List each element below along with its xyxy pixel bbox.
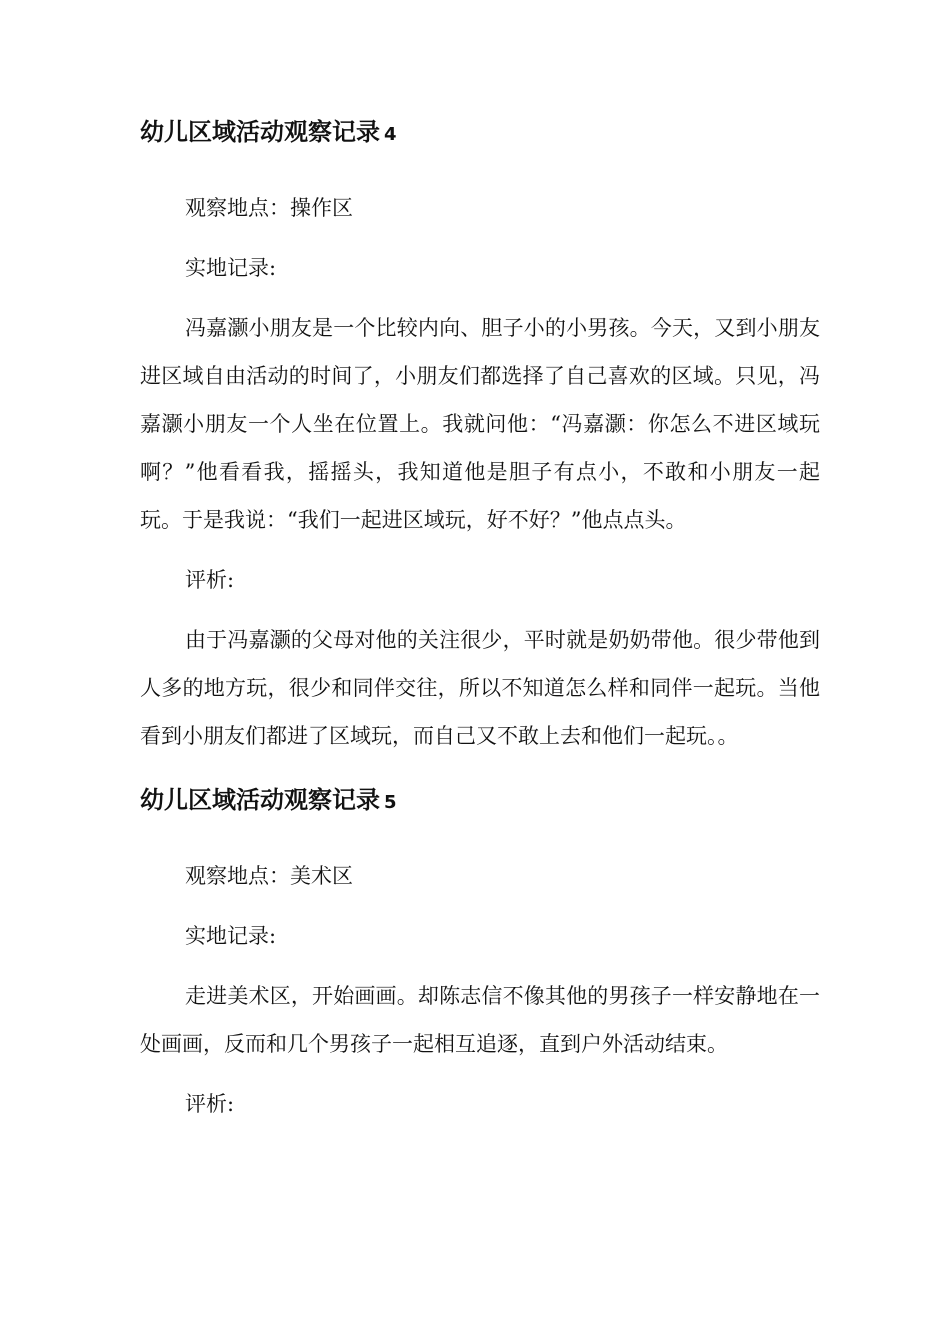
analysis-label: 评析: — [185, 568, 235, 592]
section-number: 5 — [384, 792, 397, 813]
observation-location: 观察地点：操作区 — [185, 196, 353, 220]
section-title: 幼儿区域活动观察记录 — [140, 118, 380, 146]
record-text: 冯嘉灏小朋友是一个比较内向、胆子小的小男孩。今天，又到小朋友进区域自由活动的时间了，小朋友们都选择了自己喜欢的区域。只见，冯嘉灏小朋友一个人坐在位置上。我就问他：“冯嘉灏：你怎么不进区域玩啊？”他看看我，摇摇头，我知道他是胆子有点小，不敢和小朋友一起玩。于是我说：“我们一起进区域玩，好不好？”他点点头。 — [140, 316, 820, 532]
analysis-label: 评析: — [185, 1092, 235, 1116]
observation-location: 观察地点：美术区 — [185, 864, 353, 888]
section-heading-5 — [140, 780, 820, 820]
record-label: 实地记录: — [185, 256, 277, 280]
section-title: 幼儿区域活动观察记录 — [140, 786, 380, 814]
record-label: 实地记录: — [185, 924, 277, 948]
section-heading-4 — [140, 112, 820, 152]
section-number: 4 — [384, 124, 397, 145]
analysis-text: 由于冯嘉灏的父母对他的关注很少，平时就是奶奶带他。很少带他到人多的地方玩，很少和同伴交往，所以不知道怎么样和同伴一起玩。当他看到小朋友们都进了区域玩，而自己又不敢上去和他们一起玩。。 — [140, 628, 820, 748]
record-text: 走进美术区，开始画画。却陈志信不像其他的男孩子一样安静地在一处画画，反而和几个男孩子一起相互追逐，直到户外活动结束。 — [140, 984, 820, 1056]
